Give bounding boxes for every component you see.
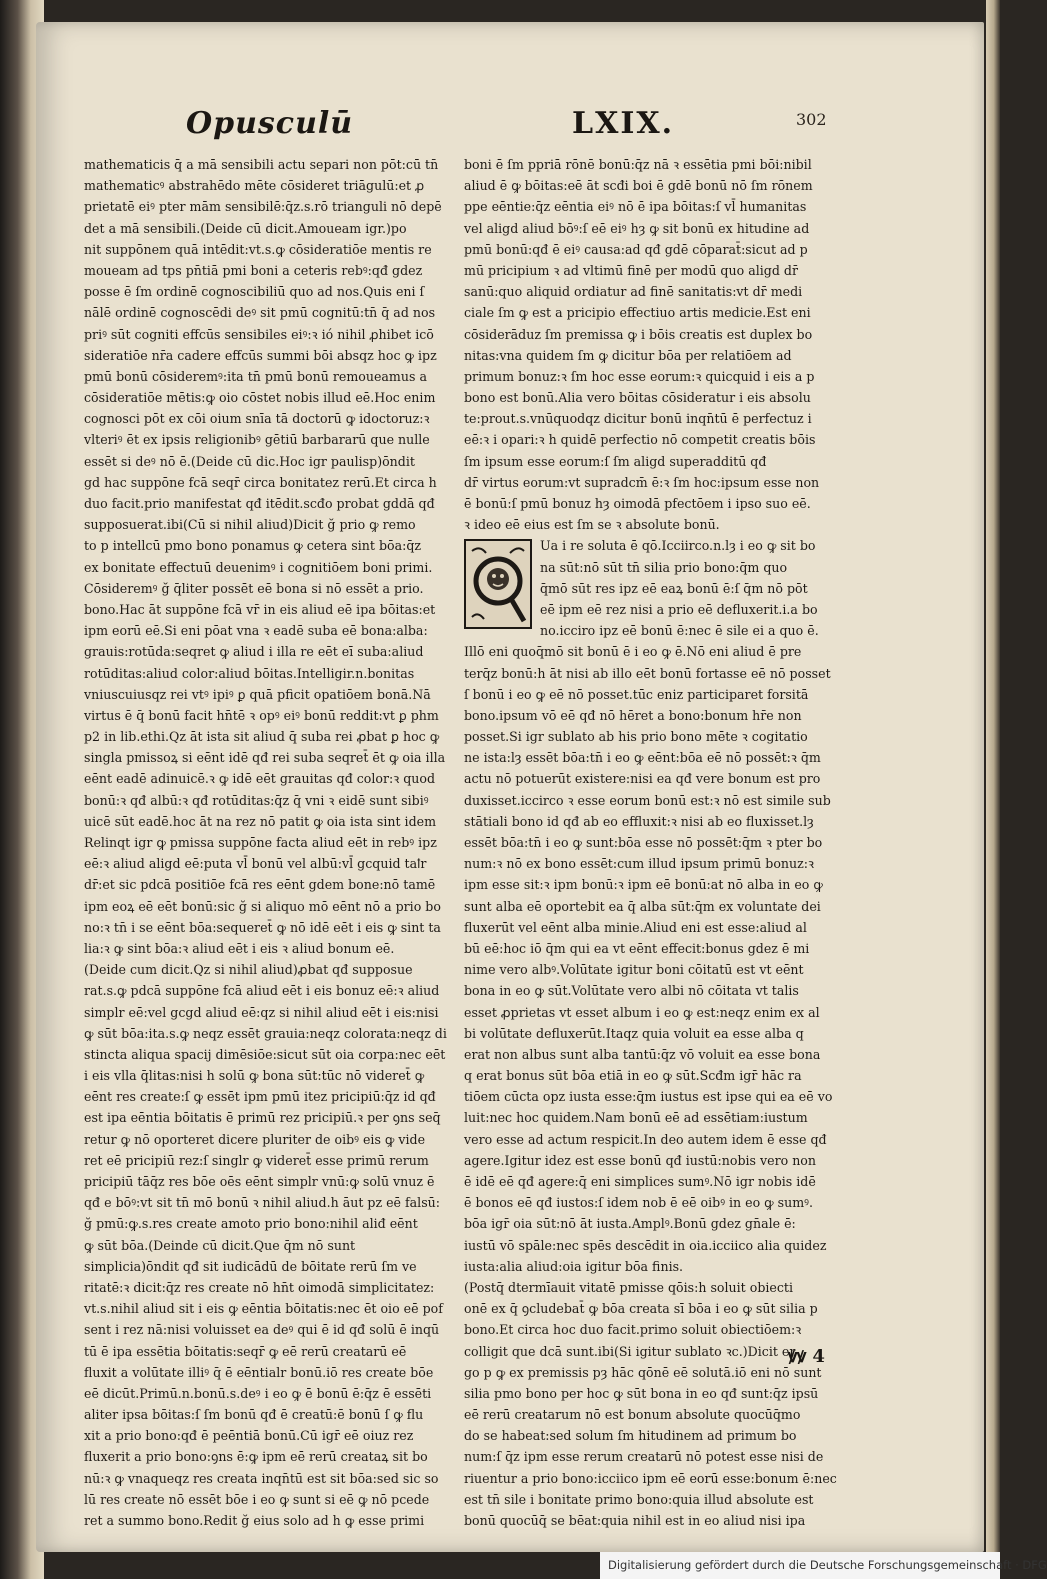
text-line: ē idē eē qđ agere:q̄ eni simplices sumꝰ.Nō igr nobis idē — [464, 1174, 816, 1189]
text-line: est tn̄ sile i bonitate primo bono:quia illud absolute est — [464, 1491, 814, 1507]
illuminated-initial-q-icon — [464, 539, 532, 629]
text-line: eēnt eadē adinuicē.ꝛ ꝙ idē eēt grauitas qđ color:ꝛ quod — [84, 771, 436, 787]
text-line: aliud ē ꝙ bōitas:eē āt scđi boi ē gdē bonū nō ſm rōnem — [464, 178, 813, 194]
text-line: bū eē:hoc iō q̄m qui ea vt eēnt effecit:bonus gdez ē mi — [464, 940, 810, 956]
signature-mark: ꝟꝟ 4 — [788, 1346, 825, 1367]
right-column-top-paragraph — [464, 154, 864, 535]
text-line: uicē sūt eadē.hoc āt na rez nō patit ꝙ oia ista sint idem — [84, 813, 437, 829]
text-line: eē:ꝛ aliud aligd eē:puta vl̄ bonū vel albū:vl̄ gcquid taꝉr — [84, 856, 427, 872]
text-line: Ua i re soluta ē qō.Icciirco.n.lȝ i eo ꝙ sit bo — [540, 538, 816, 554]
text-line: num:ſ q̄z ipm esse rerum creatarū nō potest esse nisi de — [464, 1449, 824, 1465]
text-line: i eis vlla q̄litas:nisi h solū ꝙ bona sūt:tūc nō videret̄ ꝙ — [84, 1068, 425, 1084]
text-line: no.icciro ipz eē bonū ē:nec ē sile ei a quo ē. — [540, 623, 819, 639]
text-line: ğ pmū:ꝙ.s.res create amoto prio bono:nihil aliđ eēnt — [84, 1216, 418, 1232]
text-line: lū res create nō essēt bōe i eo ꝙ sunt si eē ꝙ nō pcede — [84, 1491, 430, 1507]
text-line: sent i rez nā:nisi voluisset ea deꝰ qui ē id qđ solū ē inqū — [84, 1322, 440, 1338]
text-line: Cōsideremꝰ ğ q̄liter possēt eē bona si nō essēt a prio. — [84, 580, 424, 596]
text-line: mathematicꝰ abstrahēdo mēte cōsideret triāgulū:et ꝓ — [84, 178, 425, 194]
text-line: vniuscuiusqz rei vtꝰ ipiꝰ ꝑ quā pficit opatiōem bonā.Nā — [84, 686, 431, 702]
text-line: do se habeat:sed solum ſm hitudinem ad primum bo — [464, 1428, 797, 1444]
text-line: simplr eē:vel gcgd aliud eē:qz si nihil aliud eēt i eis:nisi — [84, 1004, 439, 1020]
digitization-credit-bar — [600, 1552, 1047, 1579]
text-line: pmū bonū cōsideremꝰ:ita tn̄ pmū bonū remoueamus a — [84, 368, 427, 384]
text-line: eēnt res create:ſ ꝙ essēt ipm pmū itez pricipiū:q̄z id qđ — [84, 1089, 436, 1105]
text-line: ritatē:ꝛ dicit:q̄z res create nō hn̄t oimodā simplicitatez: — [84, 1279, 435, 1295]
text-line: stincta aliqua spacij dimēsiōe:sicut sūt oia corpa:nec eēt — [84, 1046, 446, 1062]
text-line: nālē ordinē cognoscēdi deꝰ sit pmū cognitū:tn̄ q̄ ad nos — [84, 305, 436, 321]
digitization-credit-text: Digitalisierung gefördert durch die Deutsche Forschungsgemeinschaft · DFG — [608, 1558, 1047, 1572]
text-line: qđ e bōꝰ:vt sit tn̄ mō bonū ꝛ nihil aliud.h āut pz eē falsū: — [84, 1195, 441, 1211]
text-line: lia:ꝛ ꝙ sint bōa:ꝛ aliud eēt i eis ꝛ aliud bonum eē. — [84, 940, 395, 956]
text-line: cognosci pōt ex cōi oium snīa tā doctorū ꝙ idoctoruz:ꝛ — [84, 411, 430, 427]
text-line: duxisset.iccirco ꝛ esse eorum bonū est:ꝛ nō est simile sub — [464, 792, 831, 808]
text-line: bōa igr̄ oia sūt:nō āt iusta.Amplꝰ.Bonū gdez gn̄ale ē: — [464, 1216, 796, 1232]
text-line: agere.Igitur idez est esse bonū qđ iustū:nobis vero non — [464, 1152, 816, 1168]
text-line: dr̄ virtus eorum:vt supradcm̄ ē:ꝛ ſm hoc:ipsum esse non — [464, 474, 820, 490]
text-line: simplicia)ōndit qđ sit iudicādū de bōitate rerū ſm ve — [84, 1258, 417, 1274]
folio-number: 302 — [796, 110, 827, 129]
text-line: posset.Si igr sublato ab his prio bono mēte ꝛ cogitatio — [464, 729, 808, 745]
text-line: ꝙ sūt bōa:ita.s.ꝙ neqz essēt grauia:neqz colorata:neqz di — [84, 1025, 447, 1041]
text-line: silia pmo bono per hoc ꝙ sūt bona in eo qđ sunt:q̄z ipsū — [464, 1385, 819, 1401]
text-line: to p intellcū pmo bono ponamus ꝙ cetera sint bōa:q̄z — [84, 538, 422, 554]
right-text-column — [464, 154, 864, 1531]
text-line: ex bonitate effectuū deuenimꝰ i cognitiōem boni primi. — [84, 559, 433, 575]
text-line: vero esse ad actum respicit.In deo autem idem ē esse qđ — [464, 1131, 827, 1147]
text-line: terq̄z bonū:h āt nisi ab illo eēt bonū fortasse eē nō posset — [464, 665, 831, 681]
text-line: mū pricipium ꝛ ad vltimū finē per modū quo aligd dr̄ — [464, 262, 798, 278]
text-line: ipm eorū eē.Si eni pōat vna ꝛ eadē suba eē bona:alba: — [84, 623, 428, 639]
text-line: xit a prio bono:qđ ē peēntiā bonū.Cū igr̄ eē oiuz rez — [84, 1428, 414, 1444]
text-line: priꝰ sūt cogniti effcūs sensibiles eiꝰ:ꝛ ió nihil ꝓhibet icō — [84, 326, 434, 342]
text-line: stātiali bono id qđ ab eo effluxit:ꝛ nisi ab eo fluxisset.lȝ — [464, 813, 814, 829]
text-line: ppe eēntie:q̄z eēntia eiꝰ nō ē ipa bōitas:ſ vl̄ humanitas — [464, 199, 807, 215]
text-line: ē bonū:ſ pmū bonuz hȝ oimodā pfectōem i ipso suo eē. — [464, 496, 811, 511]
text-line: bono est bonū.Alia vero bōitas cōsideratur i eis absolu — [464, 390, 811, 406]
text-line: eē:ꝛ i opari:ꝛ h quidē perfectio nō competit creatis bōis — [464, 432, 816, 448]
text-line: virtus ē q̄ bonū facit hn̄tē ꝛ opꝰ eiꝰ bonū reddit:vt ꝑ phm — [84, 707, 439, 723]
text-line: ret a summo bono.Redit ğ eius solo ad h ꝙ esse primi — [84, 1513, 425, 1528]
text-line: essēt si deꝰ nō ē.(Deide cū dic.Hoc igr paulisp)ōndit — [84, 453, 415, 469]
text-line: nit suppōnem quā intēdit:vt.s.ꝙ cōsideratiōe mentis re — [84, 241, 432, 257]
text-line: duo facit.prio manifestat qđ itēdit.scđo probat gddā qđ — [84, 496, 435, 511]
text-line: fluxerūt vel eēnt alba minie.Aliud eni est esse:aliud al — [464, 919, 807, 935]
text-line: (Postq̄ dtermīauit vitatē pmisse qōis:h soluit obiecti — [464, 1279, 793, 1295]
folio-roman-numeral: LXIX. — [572, 106, 675, 141]
text-line: pmū bonū:qđ ē eiꝰ causa:ad qđ gdē cōparat̄:sicut ad p — [464, 241, 808, 257]
text-line: erat non albus sunt alba tantū:q̄z vō voluit ea esse bona — [464, 1046, 821, 1062]
text-line: cōsideratiōe mētis:ꝙ oio cōstet nobis illud eē.Hoc enim — [84, 390, 436, 406]
text-line: singla pmissoꝝ si eēnt idē qđ rei suba seqret̄ ēt ꝙ oia illa — [84, 750, 446, 766]
text-line: na sūt:nō sūt tn̄ silia prio bono:q̄m quo — [540, 559, 788, 575]
text-line: gd hac suppōne fcā seqr̄ circa bonitatez rerū.Et circa h — [84, 474, 437, 490]
text-line: bono.Hac āt suppōne fcā vr̄ in eis aliud eē ipa bōitas:et — [84, 601, 436, 617]
text-line: (Deide cum dicit.Qz si nihil aliud)ꝓbat qđ supposue — [84, 962, 413, 978]
text-line: ꝙ sūt bōa.(Deinde cū dicit.Que q̄m nō sunt — [84, 1237, 356, 1253]
text-line: num:ꝛ nō ex bono essēt:cum illud ipsum primū bonuz:ꝛ — [464, 856, 814, 872]
text-line: fluxit a volūtate illiꝰ q̄ ē eēntialr bonū.iō res create bōe — [84, 1364, 434, 1380]
text-line: bi volūtate defluxerūt.Itaqz quia voluit ea esse alba q — [464, 1025, 804, 1041]
dropcap-paragraph — [464, 535, 864, 641]
text-line: ret eē pricipiū rez:ſ singlr ꝙ videret̄ esse primū rerum — [84, 1152, 429, 1168]
text-line: sideratiōe nr̄a cadere effcūs summi bōi absqz hoc ꝙ ipz — [84, 347, 437, 363]
text-line: vlteriꝰ ēt ex ipsis religionibꝰ gētiū barbararū que nulle — [84, 432, 430, 448]
text-line: dr̄:et sic pdcā positiōe fcā res eēnt gdem bone:nō tamē — [84, 877, 436, 893]
text-line: aliter ipsa bōitas:ſ ſm bonū qđ ē creatū:ē bonū ſ ꝙ flu — [84, 1407, 424, 1423]
text-line: iustū vō spāle:nec spēs descēdit in oia.icciico alia quidez — [464, 1237, 827, 1253]
text-line: Illō eni quoq̄mō sit bonū ē i eo ꝙ ē.Nō eni aliud ē pre — [464, 644, 802, 660]
text-line: iusta:alia aliud:oia igitur bōa finis. — [464, 1258, 684, 1274]
text-line: actu nō potuerūt existere:nisi ea qđ vere bonum est pro — [464, 771, 821, 787]
text-line: ipm esse sit:ꝛ ipm bonū:ꝛ ipm eē bonū:at nō alba in eo ꝙ — [464, 877, 823, 893]
text-line: vel aligd aliud bōꝰ:ſ eē eiꝰ hȝ ꝙ sit bonū ex hitudine ad — [464, 220, 810, 236]
text-line: go p ꝙ ex premissis pȝ hāc qōnē eē solutā.iō eni nō sunt — [464, 1364, 822, 1380]
text-line: esset ꝓprietas vt esset album i eo ꝙ est:neqz enim ex al — [464, 1004, 820, 1020]
text-line: no:ꝛ tn̄ i se eēnt bōa:sequeret̄ ꝙ nō idē eēt i eis ꝙ sint ta — [84, 919, 441, 935]
text-line: det a mā sensibili.(Deide cū dicit.Amoueam igr.)po — [84, 220, 407, 236]
text-line: bono.Et circa hoc duo facit.primo soluit obiectiōem:ꝛ — [464, 1322, 802, 1338]
text-line: bonū:ꝛ qđ albū:ꝛ qđ rotūditas:q̄z q̄ vni ꝛ eidē sunt sibiꝰ — [84, 792, 429, 808]
text-line: tū ē ipa essētia bōitatis:seqr̄ ꝙ eē rerū creatarū eē — [84, 1343, 407, 1359]
text-line: rotūditas:aliud color:aliud bōitas.Intelligir.n.bonitas — [84, 665, 415, 681]
text-line: primum bonuz:ꝛ ſm hoc esse eorum:ꝛ quicquid i eis a p — [464, 368, 815, 384]
text-line: nime vero albꝰ.Volūtate igitur boni cōitatū est vt eēnt — [464, 962, 804, 978]
text-line: luit:nec hoc quidem.Nam bonū eē ad essētiam:iustum — [464, 1110, 808, 1126]
text-line: supposuerat.ibi(Cū si nihil aliud)Dicit ğ prio ꝙ remo — [84, 517, 416, 533]
text-line: Relinqt igr ꝙ pmissa suppōne facta aliud eēt in rebꝰ ipz — [84, 835, 437, 850]
text-line: bonū quocūq̄ se bēat:quia nihil est in eo aliud nisi ipa — [464, 1513, 806, 1528]
text-line: mathematicis q̄ a mā sensibili actu separi non pōt:cū tn̄ — [84, 157, 439, 172]
text-line: essēt bōa:tn̄ i eo ꝙ sunt:bōa esse nō possēt:q̄m ꝛ pter bo — [464, 835, 823, 850]
text-line: eē ipm eē rez nisi a prio eē defluxerit.i.a bo — [540, 601, 818, 617]
text-line: nū:ꝛ ꝙ vnaqueqz res creata inqn̄tū est sit bōa:sed sic so — [84, 1470, 439, 1486]
text-line: cōsiderāduz ſm premissa ꝙ i bōis creatis est duplex bo — [464, 326, 813, 342]
text-line: posse ē ſm ordinē cognoscibiliū quo ad nos.Quis eni ſ — [84, 284, 425, 300]
text-line: vt.s.nihil aliud sit i eis ꝙ eēntia bōitatis:nec ēt oio eē pof — [84, 1301, 443, 1317]
text-line: bono.ipsum vō eē qđ nō hēret a bono:bonum hr̄e non — [464, 707, 802, 723]
text-line: sunt alba eē oportebit ea q̄ alba sūt:q̄m ex voluntate dei — [464, 898, 821, 914]
right-column-body — [464, 641, 864, 1531]
text-line: bona in eo ꝙ sūt.Volūtate vero albi nō cōitata vt talis — [464, 983, 799, 999]
text-line: fluxerit a prio bono:ꝯns ē:ꝙ ipm eē rerū creataꝝ sit bo — [84, 1449, 428, 1465]
text-line: colligit que dcā sunt.ibi(Si igitur sublato ꝛc.)Dicit er — [464, 1343, 796, 1359]
left-text-column — [84, 154, 476, 1531]
text-line: tiōem cūcta opz iusta esse:q̄m iustus est ipse qui ea eē vo — [464, 1089, 833, 1105]
text-line: pricipiū tāq̄z res bōe oēs eēnt simplr vnū:ꝙ solū vnuz ē — [84, 1174, 435, 1189]
text-line: p2 in lib.ethi.Qz āt ista sit aliud q̄ suba rei ꝓbat ꝑ hoc ꝙ — [84, 729, 440, 745]
text-line: onē ex q̄ ꝯcludebat̄ ꝙ bōa creata sī bōa i eo ꝙ sūt silia p — [464, 1301, 818, 1317]
text-line: q erat bonus sūt bōa etiā in eo ꝙ sūt.Scđm igr̄ hāc ra — [464, 1068, 802, 1084]
text-line: est ipa eēntia bōitatis ē primū rez pricipiū.ꝛ per ꝯns seq̄ — [84, 1110, 441, 1126]
text-line: ipm eoꝝ eē eēt bonū:sic ğ si aliquo mō eēnt nō a prio bo — [84, 898, 441, 914]
running-title: Opusculū — [186, 106, 354, 141]
text-line: ne ista:lȝ essēt bōa:tn̄ i eo ꝙ eēnt:bōa eē nō possēt:ꝛ q̄m — [464, 750, 821, 766]
text-line: eē rerū creatarum nō est bonum absolute quocūq̄mo — [464, 1407, 801, 1423]
text-line: rat.s.ꝙ pdcā suppōne fcā aliud eēt i eis bonuz eē:ꝛ aliud — [84, 983, 440, 999]
text-line: ſm ipsum esse eorum:ſ ſm aligd superadditū qđ — [464, 453, 767, 469]
text-line: sanū:quo aliquid ordiatur ad finē sanitatis:vt dr̄ medi — [464, 284, 803, 300]
text-line: riuentur a prio bono:icciico ipm eē eorū esse:bonum ē:nec — [464, 1470, 837, 1486]
text-line: q̄mō sūt res ipz eē eaꝝ bonū ē:ſ q̄m nō pōt — [540, 580, 808, 596]
text-line: te:prout.s.vnūquodqz dicitur bonū inqn̄tū ē perfectuz i — [464, 411, 812, 427]
text-line: nitas:vna quidem ſm ꝙ dicitur bōa per relatiōem ad — [464, 347, 792, 363]
text-line: ciale ſm ꝙ est a pricipio effectiuo artis medicie.Est eni — [464, 305, 811, 321]
text-line: ē bonos eē qđ iustos:ſ idem nob ē eē oibꝰ in eo ꝙ sumꝰ. — [464, 1195, 813, 1211]
text-line: boni ē ſm ppriā rōnē bonū:q̄z nā ꝛ essētia pmi bōi:nibil — [464, 157, 812, 172]
book-fore-edge — [986, 0, 1000, 1579]
text-line: prietatē eiꝰ pter mām sensibilē:q̄z.s.rō trianguli nō depē — [84, 199, 442, 215]
text-line: retur ꝙ nō oporteret dicere pluriter de oibꝰ eis ꝙ vide — [84, 1131, 426, 1147]
text-line: moueam ad tps pn̄tiā pmi boni a ceteris rebꝰ:qđ gdez — [84, 262, 423, 278]
text-line: eē dicūt.Primū.n.bonū.s.deꝰ i eo ꝙ ē bonū ē:q̄z ē essēti — [84, 1385, 432, 1401]
text-line: grauis:rotūda:seqret ꝙ aliud i illa re eēt eī suba:aliud — [84, 644, 424, 660]
text-line: ꝛ ideo eē eius est ſm se ꝛ absolute bonū. — [464, 517, 720, 533]
page-header — [36, 92, 984, 152]
text-line: ſ bonū i eo ꝙ eē nō posset.tūc eniz participaret forsitā — [464, 686, 809, 702]
book-page — [36, 22, 984, 1552]
